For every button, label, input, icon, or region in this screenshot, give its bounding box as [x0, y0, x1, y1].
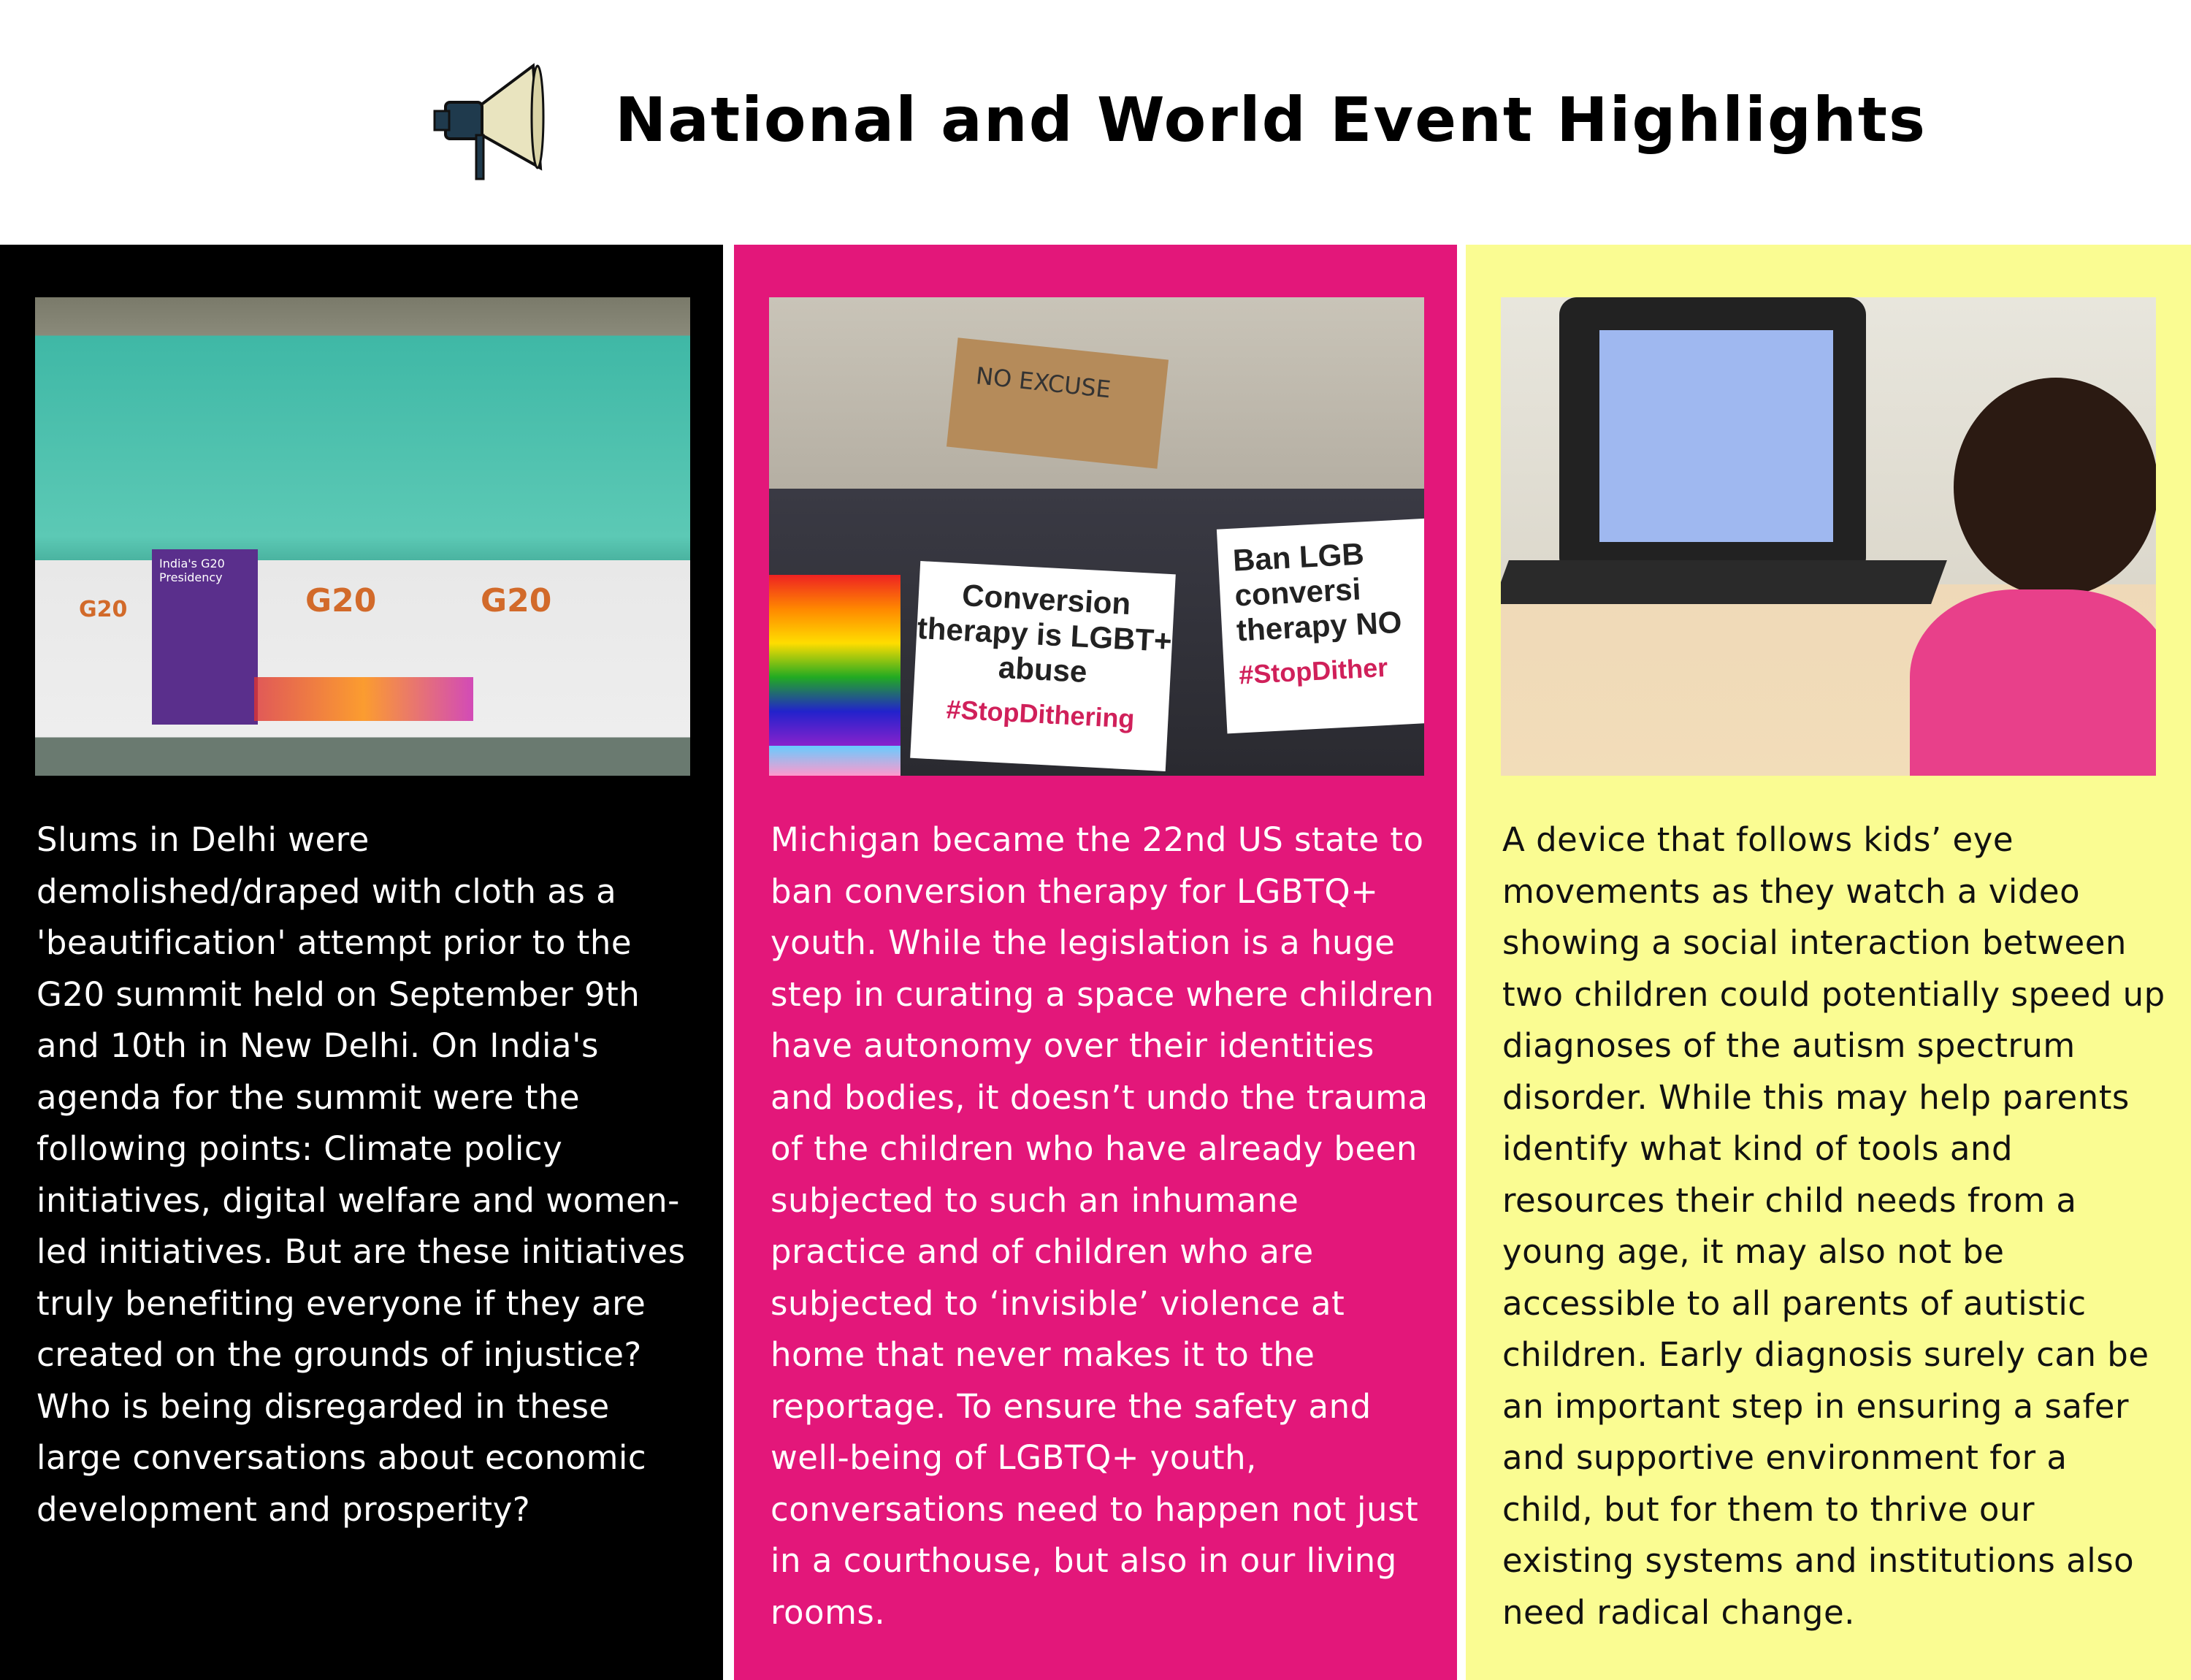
banner-graphic — [254, 677, 473, 721]
sign-text: Ban LGB conversi therapy NO — [1231, 536, 1403, 648]
protest-sign — [910, 561, 1176, 771]
g20-banner: G20 — [481, 582, 552, 619]
pride-flag — [769, 575, 901, 776]
cardboard-sign: NO EXCUSE — [947, 337, 1169, 468]
page-title: National and World Event Highlights — [615, 84, 1927, 156]
panel-autism-eye-tracking — [1466, 245, 2191, 1680]
header — [0, 0, 2191, 245]
megaphone-icon — [431, 58, 555, 183]
protest-sign — [1217, 519, 1424, 734]
sign-hashtag: #StopDithering — [945, 694, 1136, 734]
child-shirt — [1910, 589, 2156, 776]
g20-banner: G20 — [305, 582, 377, 619]
g20-banner: India's G20 Presidency — [152, 549, 258, 725]
child-head — [1954, 378, 2156, 597]
panel-text: A device that follows kids’ eye movements as they watch a video showing a social interaction between two children could potentially speed up diagnoses of the autism spectrum disorder. While this may help parents identify what kind of tools and resources their child needs from a young age, it may also not be accessible to all parents of autistic children. Early diagnosis surely can be an important step in ensuring a safer and supportive environment for a child, but for them to thrive our existing systems and institutions also need radical change. — [1502, 820, 2165, 1632]
sign-text: Conversion therapy is LGBT+ abuse — [916, 578, 1173, 690]
tablet-device — [1559, 297, 1866, 575]
sign-hashtag: #StopDither — [1238, 652, 1389, 690]
g20-banner: G20 — [79, 597, 128, 622]
photo-protest — [769, 297, 1424, 776]
panel-text: Slums in Delhi were demolished/draped with cloth as a 'beautification' attempt prior to the G20 summit held on September 9th and 10th in New Delhi. On India's agenda for the summit were the following points: Climate policy initiatives, digital welfare and women-led initiatives. But are these initiatives truly benefiting everyone if they are created on the grounds of injustice? Who is being disregarded in these large conversations about economic development and prosperity? — [37, 820, 686, 1529]
panel-g20-delhi — [0, 245, 723, 1680]
panel-michigan-conversion-therapy — [734, 245, 1457, 1680]
tablet-screen — [1599, 330, 1833, 542]
photo-child-eye-tracker — [1501, 297, 2156, 776]
panel-text: Michigan became the 22nd US state to ban conversion therapy for LGBTQ+ youth. While the legislation is a huge step in curating a space where children have autonomy over their identities and bodies, it doesn’t undo the trauma of the children who have already been subjected to such an inhumane practice and of children who are subjected to ‘invisible’ violence at home that never makes it to the reportage. To ensure the safety and well-being of LGBTQ+ youth, conversations need to happen not just in a courthouse, but also in our living rooms. — [771, 820, 1434, 1632]
device-base — [1501, 560, 1947, 604]
photo-delhi-slum-draped — [35, 297, 690, 776]
